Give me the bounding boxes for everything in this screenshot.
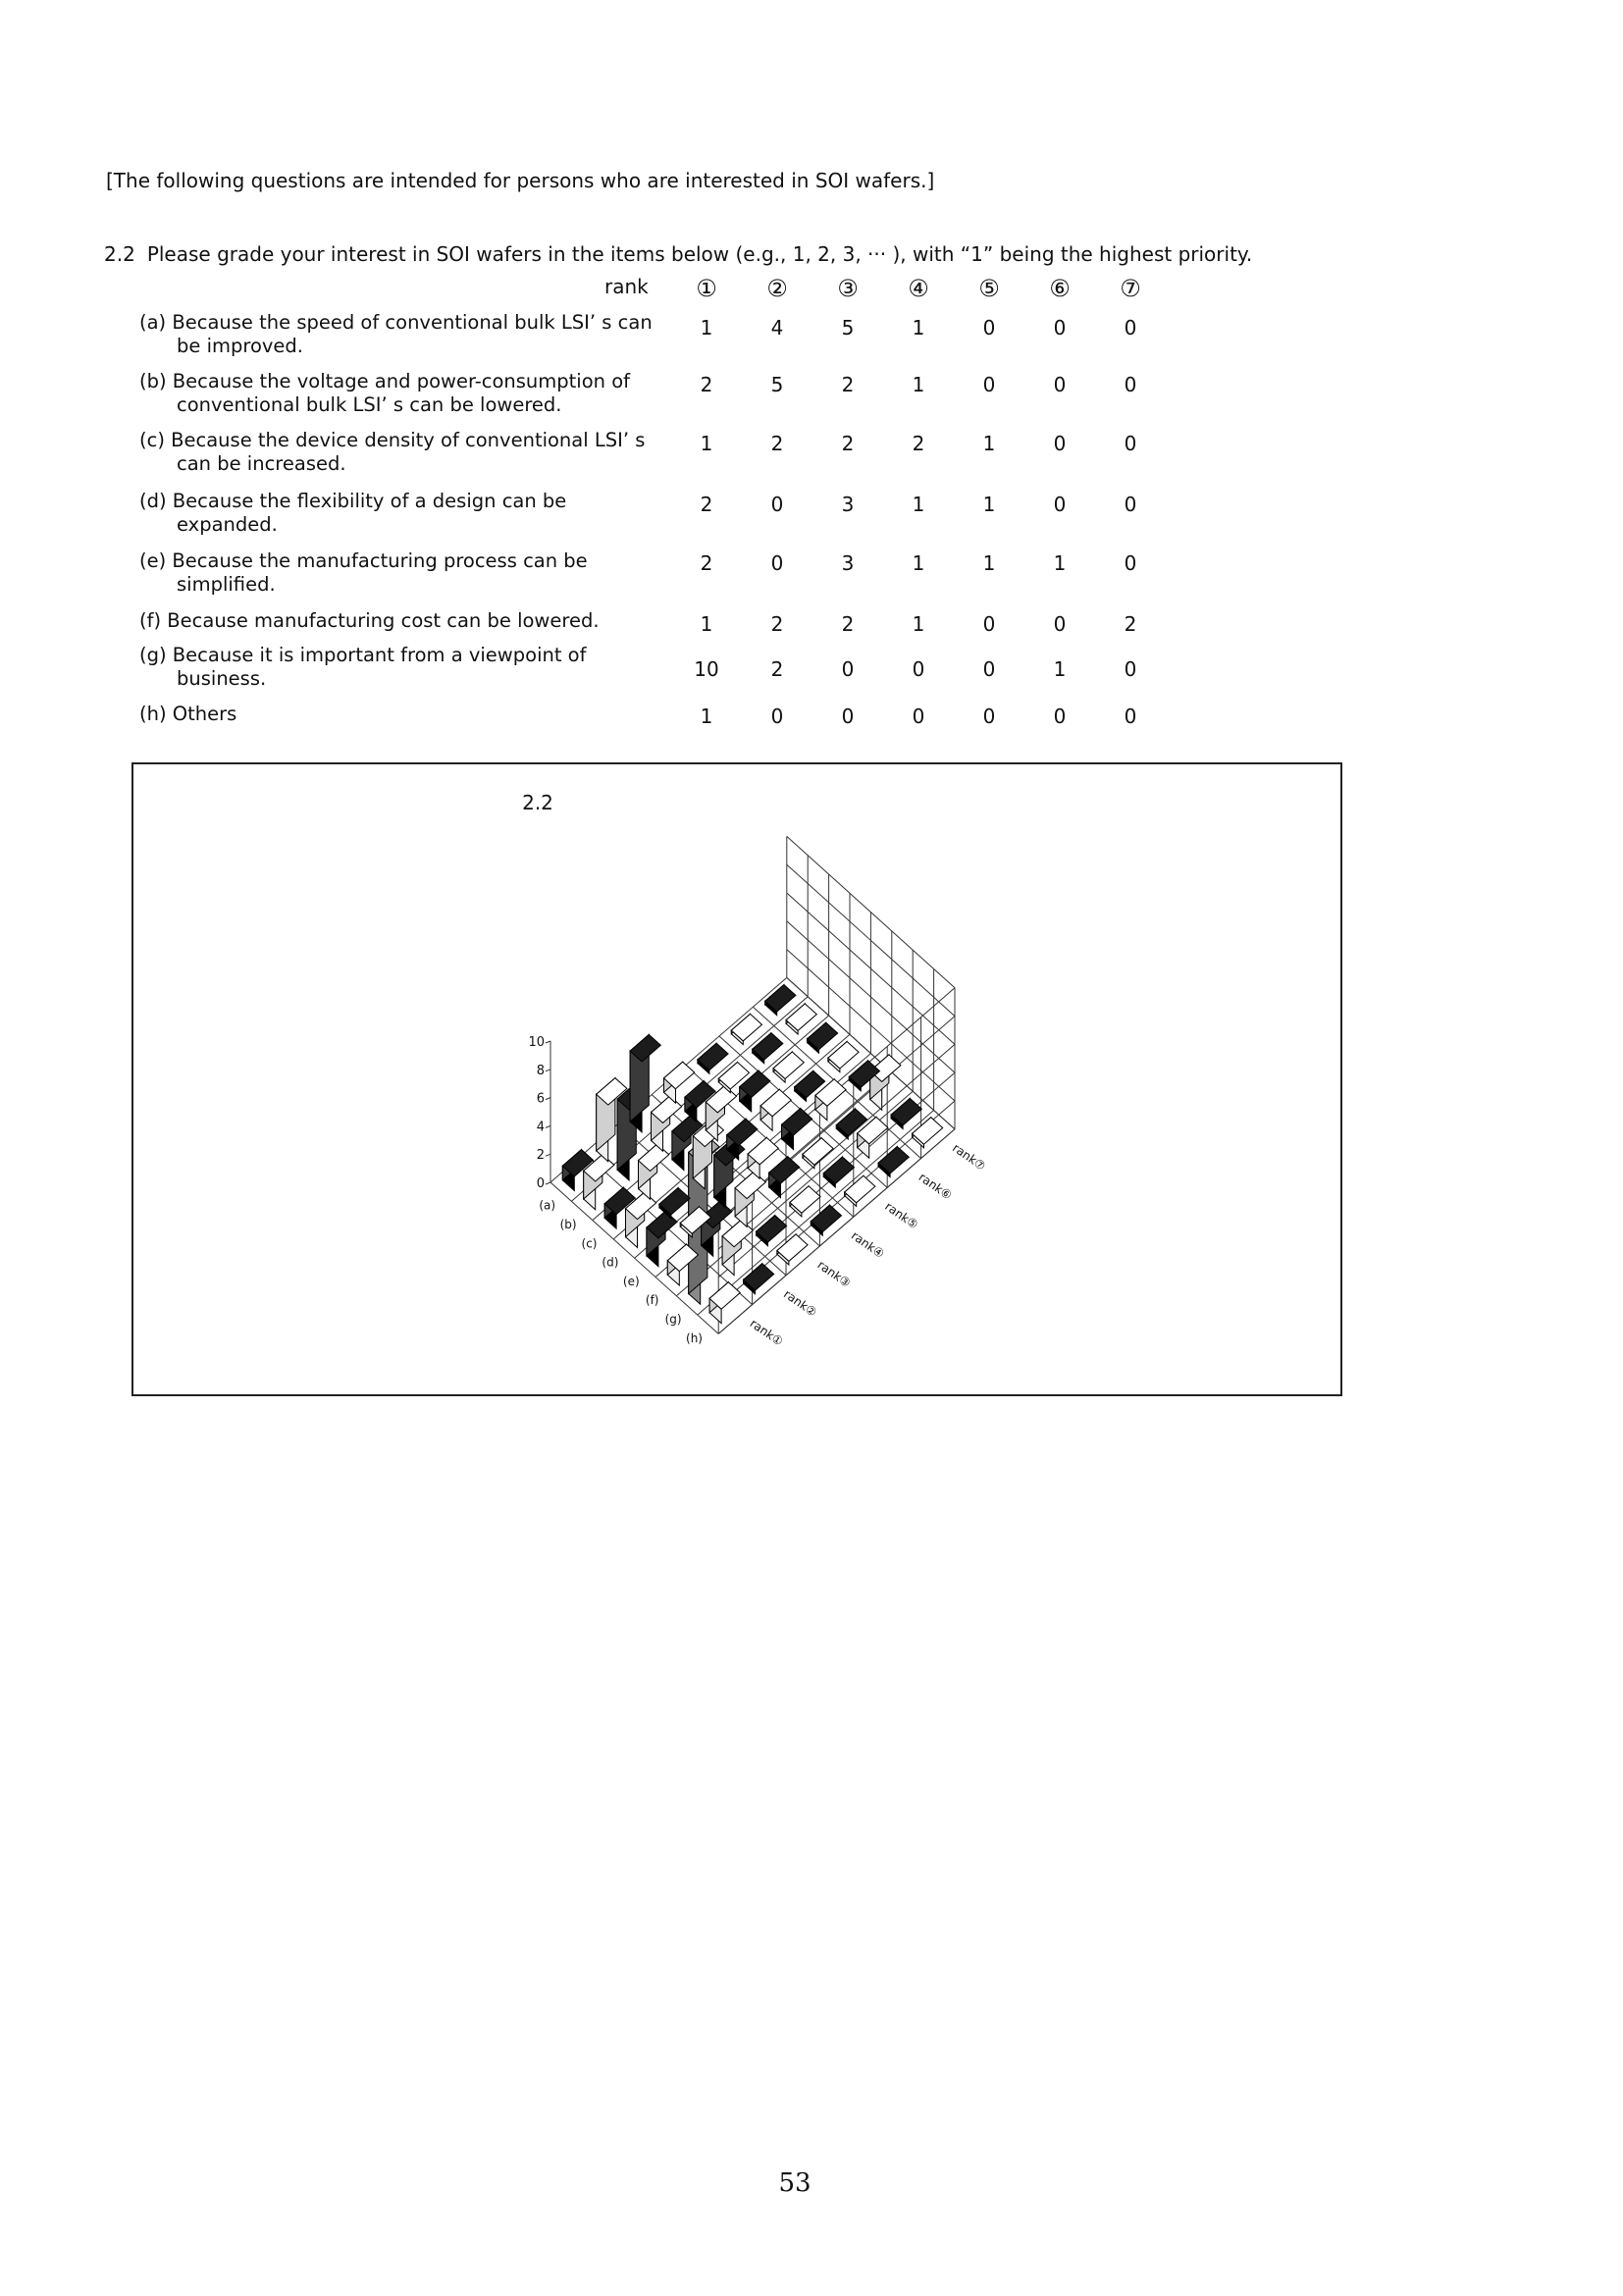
table-cell: 0 [841,657,855,681]
chart-title: 2.2 [522,791,553,814]
series-label: rank④ [848,1228,887,1262]
table-cell: 2 [841,612,855,636]
item-label-line: (g) Because it is important from a viewpoint of [139,644,587,666]
table-cell: 1 [912,373,925,396]
table-cell: 0 [1053,373,1067,396]
table-cell: 2 [770,432,784,455]
table-cell: 1 [700,316,713,339]
item-label [139,429,659,476]
table-cell: 0 [912,657,925,681]
table-cell: 0 [912,704,925,728]
table-cell: 2 [912,432,925,455]
category-label: (h) [686,1331,703,1345]
question-text: Please grade your interest in SOI wafers in the items below (e.g., 1, 2, 3, ··· ), with “1” being the highest priority. [146,242,1253,266]
table-cell: 5 [841,316,855,339]
z-tick [546,1041,550,1043]
item-label-continuation: expanded. [177,513,278,536]
series-label: rank① [747,1316,786,1349]
rank-column-header: ⑦ [1120,275,1141,302]
series-label: rank⑤ [882,1199,921,1232]
item-label-line: (f) Because manufacturing cost can be lowered. [139,609,600,632]
table-cell: 1 [912,316,925,339]
rank-column-header: ③ [837,275,859,302]
table-cell: 5 [770,373,784,396]
z-tick-label: 6 [536,1091,545,1107]
series-label: rank⑥ [916,1170,955,1203]
item-label-line: (e) Because the manufacturing process can be [139,549,588,572]
table-cell: 2 [841,432,855,455]
table-cell: 0 [982,612,996,636]
item-label [139,703,659,726]
series-label: rank⑦ [950,1140,988,1174]
table-cell: 1 [912,551,925,575]
table-cell: 2 [770,657,784,681]
rank-column-header: ① [696,275,717,302]
z-tick-label: 4 [536,1120,545,1135]
category-label: (a) [539,1198,556,1213]
category-label: (g) [664,1312,682,1327]
table-cell: 1 [982,493,996,516]
table-cell: 0 [1053,493,1067,516]
category-label: (b) [559,1217,577,1231]
table-cell: 0 [982,316,996,339]
table-cell: 0 [841,704,855,728]
item-label [139,609,659,633]
question-heading [104,242,1252,266]
bar-chart-3d [133,764,1340,1394]
item-label-continuation: can be increased. [177,452,346,475]
item-label-continuation: be improved. [177,335,303,357]
table-cell: 0 [982,704,996,728]
z-tick [546,1182,550,1184]
item-label-continuation: simplified. [177,573,276,596]
item-label [139,644,659,691]
category-label: (d) [602,1255,619,1270]
item-label [139,549,659,597]
page-number: 53 [778,2168,812,2198]
table-cell: 0 [1124,316,1137,339]
z-tick-label: 0 [536,1176,545,1191]
z-tick-label: 10 [528,1035,545,1050]
table-cell: 0 [770,551,784,575]
table-cell: 10 [694,657,719,681]
z-tick-label: 2 [536,1148,545,1164]
table-cell: 0 [1053,612,1067,636]
item-label-line: (d) Because the flexibility of a design can be [139,490,567,512]
table-cell: 2 [700,551,713,575]
z-tick [546,1098,550,1100]
intro-note: [The following questions are intended for persons who are interested in SOI wafers.] [106,169,935,192]
item-label-line: (c) Because the device density of conventional LSI’ s [139,429,646,451]
table-cell: 0 [982,373,996,396]
table-cell: 0 [1124,657,1137,681]
table-cell: 1 [1053,551,1067,575]
item-label-continuation: conventional bulk LSI’ s can be lowered. [177,393,562,416]
table-cell: 0 [1124,704,1137,728]
table-cell: 1 [1053,657,1067,681]
item-label-line: (b) Because the voltage and power-consumption of [139,370,631,392]
series-label: rank③ [814,1257,854,1290]
item-label-line: (h) Others [139,703,237,725]
table-cell: 1 [700,612,713,636]
table-cell: 1 [700,432,713,455]
item-label-line: (a) Because the speed of conventional bulk LSI’ s can [139,311,653,334]
z-tick-label: 8 [536,1063,545,1078]
category-label: (e) [622,1274,640,1288]
table-cell: 0 [1124,432,1137,455]
table-cell: 2 [1124,612,1137,636]
table-cell: 0 [982,657,996,681]
rank-column-header: ⑤ [978,275,1000,302]
table-cell: 0 [770,704,784,728]
z-tick [546,1125,550,1127]
table-cell: 0 [1053,316,1067,339]
table-cell: 0 [1053,432,1067,455]
z-tick [546,1154,550,1156]
category-label: (c) [581,1236,598,1251]
table-cell: 1 [982,432,996,455]
chart-frame [131,762,1342,1396]
table-cell: 0 [1053,704,1067,728]
table-cell: 1 [982,551,996,575]
question-number: 2.2 [104,242,135,266]
rank-column-header: ④ [908,275,929,302]
table-cell: 0 [1124,373,1137,396]
series-label: rank② [781,1286,819,1320]
table-cell: 1 [912,612,925,636]
item-label [139,311,659,358]
table-cell: 0 [1124,493,1137,516]
table-cell: 2 [841,373,855,396]
table-cell: 4 [770,316,784,339]
rank-label: rank [604,275,649,298]
item-label-continuation: business. [177,667,267,690]
table-cell: 3 [841,493,855,516]
table-cell: 1 [700,704,713,728]
rank-column-header: ⑥ [1049,275,1071,302]
table-cell: 2 [770,612,784,636]
item-label [139,370,659,417]
table-cell: 2 [700,493,713,516]
z-tick [546,1070,550,1071]
table-cell: 3 [841,551,855,575]
table-cell: 2 [700,373,713,396]
table-cell: 0 [1124,551,1137,575]
rank-column-header: ② [766,275,788,302]
table-cell: 0 [770,493,784,516]
category-label: (f) [645,1293,659,1308]
item-label [139,490,659,537]
table-cell: 1 [912,493,925,516]
